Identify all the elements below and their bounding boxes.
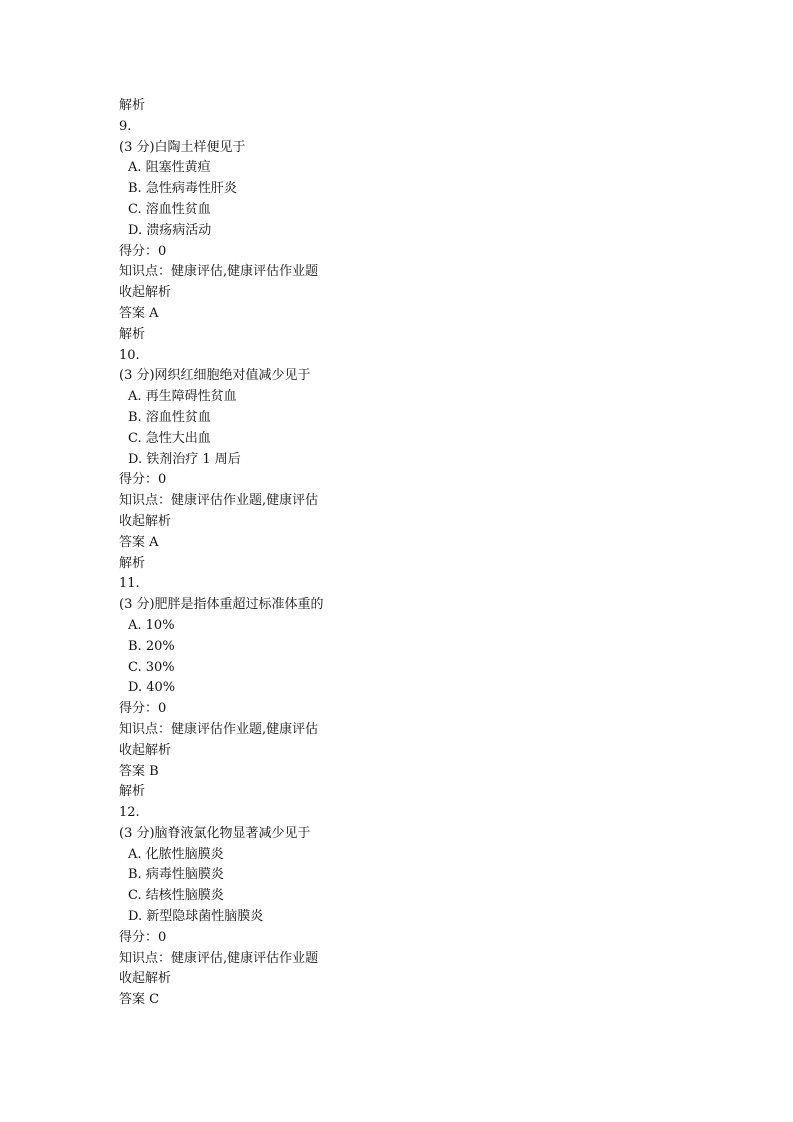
collapse-analysis-link[interactable]: 收起解析 <box>119 971 172 987</box>
option-c[interactable]: C. 溶血性贫血 <box>128 201 211 217</box>
knowledge-points: 知识点：健康评估,健康评估作业题 <box>119 264 319 280</box>
option-d[interactable]: D. 溃疡病活动 <box>128 222 212 238</box>
option-d[interactable]: D. 新型隐球菌性脑膜炎 <box>128 909 264 925</box>
question-block <box>119 803 719 1011</box>
document-page <box>119 96 719 1011</box>
option-d[interactable]: D. 铁剂治疗 1 周后 <box>128 451 241 467</box>
answer-text: 答案 C <box>119 992 160 1008</box>
question-number: 10. <box>119 347 140 363</box>
analysis-label: 解析 <box>119 555 146 571</box>
option-c[interactable]: C. 急性大出血 <box>128 430 211 446</box>
collapse-analysis-link[interactable]: 收起解析 <box>119 513 172 529</box>
option-b[interactable]: B. 溶血性贫血 <box>128 409 211 425</box>
collapse-analysis-link[interactable]: 收起解析 <box>119 742 172 758</box>
option-a[interactable]: A. 阻塞性黄疸 <box>128 160 211 176</box>
option-a[interactable]: A. 再生障碍性贫血 <box>128 389 237 405</box>
knowledge-points: 知识点：健康评估,健康评估作业题 <box>119 950 319 966</box>
question-stem: (3 分)脑脊液氯化物显著减少见于 <box>119 825 311 841</box>
score-text: 得分：0 <box>119 243 167 259</box>
question-stem: (3 分)网织红细胞绝对值减少见于 <box>119 368 311 384</box>
knowledge-points: 知识点：健康评估作业题,健康评估 <box>119 493 319 509</box>
answer-text: 答案 B <box>119 763 159 779</box>
analysis-label: 解析 <box>119 784 146 800</box>
option-c[interactable]: C. 结核性脑膜炎 <box>128 888 224 904</box>
analysis-label: 解析 <box>119 326 146 342</box>
question-block <box>119 117 719 346</box>
option-c[interactable]: C. 30% <box>128 659 175 675</box>
score-text: 得分：0 <box>119 472 167 488</box>
score-text: 得分：0 <box>119 929 167 945</box>
knowledge-points: 知识点：健康评估作业题,健康评估 <box>119 721 319 737</box>
answer-text: 答案 A <box>119 305 159 321</box>
question-stem: (3 分)肥胖是指体重超过标准体重的 <box>119 597 324 613</box>
collapse-analysis-link[interactable]: 收起解析 <box>119 285 172 301</box>
question-number: 9. <box>119 118 132 134</box>
question-number: 11. <box>119 576 140 592</box>
question-block <box>119 574 719 803</box>
option-a[interactable]: A. 10% <box>128 617 175 633</box>
option-d[interactable]: D. 40% <box>128 680 176 696</box>
question-stem: (3 分)白陶土样便见于 <box>119 139 246 155</box>
answer-text: 答案 A <box>119 534 159 550</box>
score-text: 得分：0 <box>119 701 167 717</box>
option-b[interactable]: B. 20% <box>128 638 175 654</box>
question-block <box>119 346 719 575</box>
option-a[interactable]: A. 化脓性脑膜炎 <box>128 846 224 862</box>
question-number: 12. <box>119 805 140 821</box>
option-b[interactable]: B. 病毒性脑膜炎 <box>128 867 224 883</box>
option-b[interactable]: B. 急性病毒性肝炎 <box>128 181 237 197</box>
analysis-label: 解析 <box>119 98 146 113</box>
